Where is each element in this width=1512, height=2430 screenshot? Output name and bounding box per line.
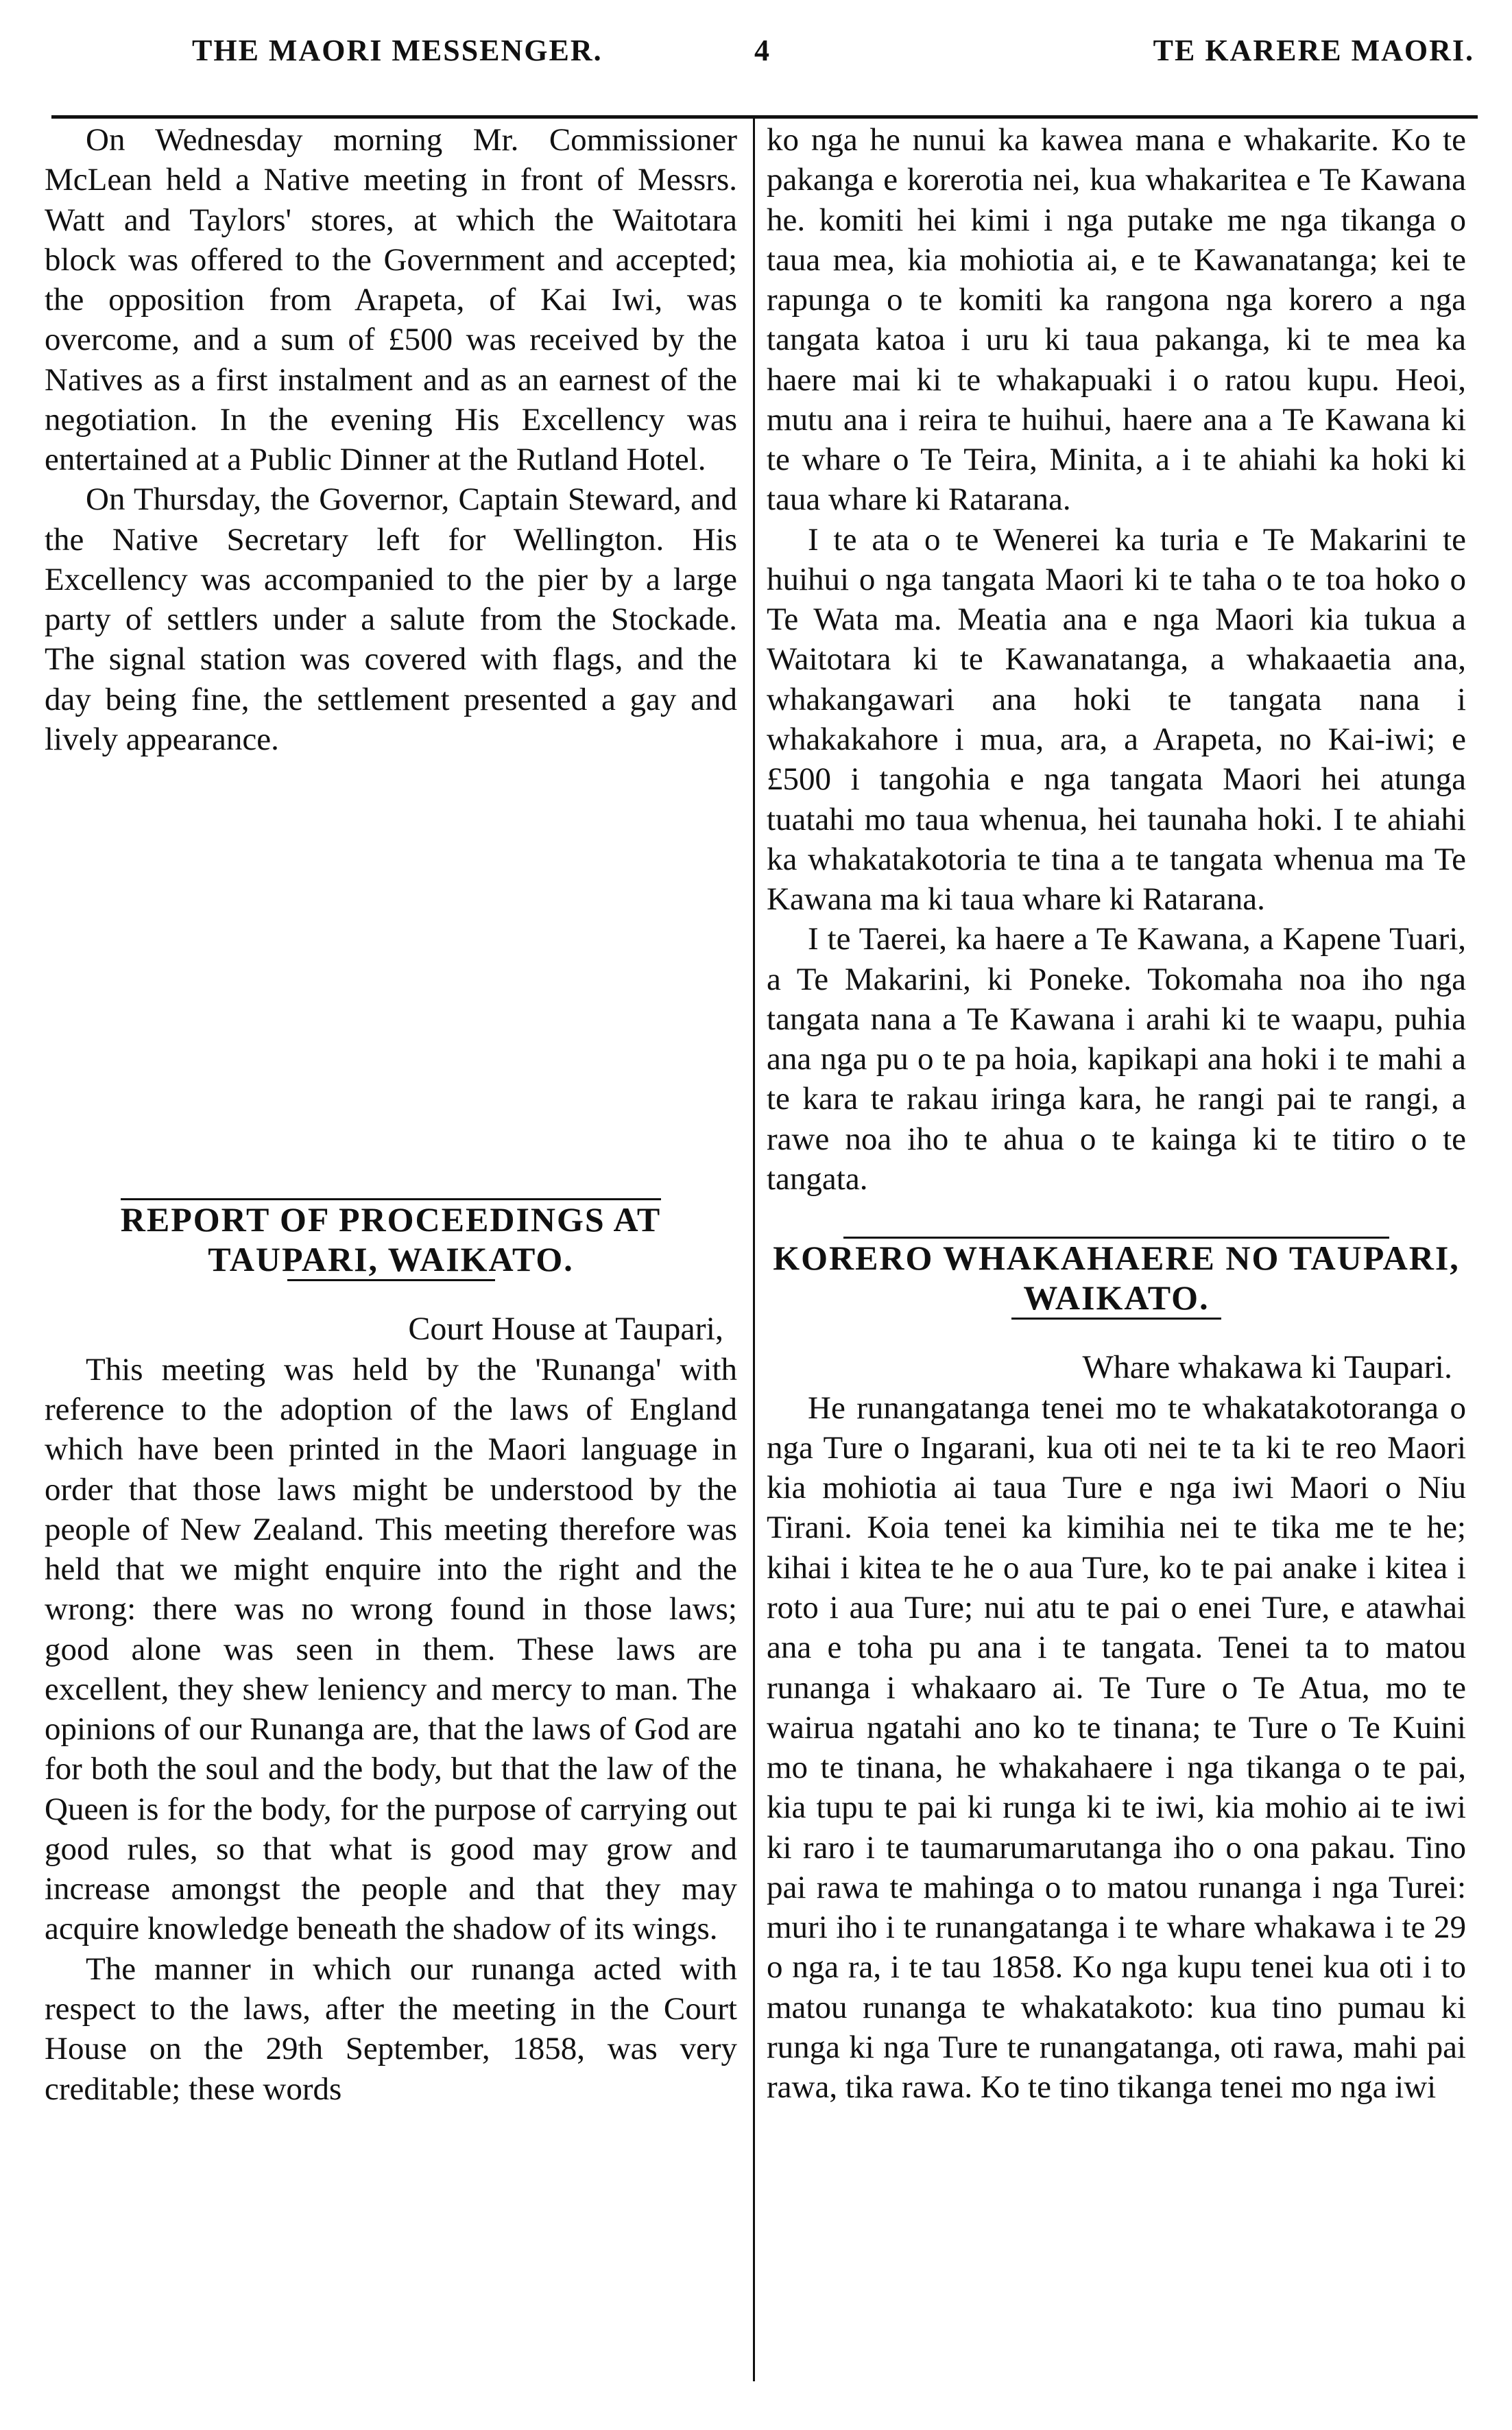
section-heading-english: REPORT OF PROCEEDINGS AT TAUPARI, WAIKATO.	[120, 1200, 662, 1278]
dateline-english: Court House at Taupari,	[408, 1311, 723, 1348]
paragraph-runanga-manner: The manner in which our runanga acted with respect to the laws, after the meeting in the Court House on the 29th September, 1858, was very creditable; these words	[45, 1951, 737, 2107]
paragraph-runanga-meeting: This meeting was held by the 'Runanga' with reference to the adoption of the laws of England which have been printed in the Maori language in order that those laws might be understood by the people of New Zealand. This meeting therefore was held that we might enquire into the right and the wrong: there was no wrong found in those laws; good alone was seen in them. These laws are excellent, they shew leniency and mercy to man. The opinions of our Runanga are, that the laws of God are for both the soul and the body, but that the law of the Queen is for the body, for the purpose of carrying out good rules, so that what is good may grow and increase amongst the people and that they may acquire knowledge beneath the shadow of its wings.	[45, 1351, 737, 1947]
masthead-rule	[51, 115, 1478, 119]
section-heading-maori: KORERO WHAKAHAERE NO TAUPARI, WAIKATO.	[773, 1239, 1460, 1317]
paragraph-wednesday-meeting: On Wednesday morning Mr. Commissioner McLean held a Native meeting in front of Messrs. Watt and Taylors' stores, at which the Waitotara block was offered to the Government and accepted; the opposition from Arapeta, of Kai Iwi, was overcome, and a sum of £500 was received by the Natives as a first instalment and as an earnest of the negotiation. In the evening His Excellency was entertained at a Public Dinner at the Rutland Hotel.	[45, 122, 737, 478]
masthead	[192, 33, 1474, 81]
masthead-english-title: THE MAORI MESSENGER.	[192, 34, 603, 67]
page-number: 4	[754, 34, 771, 67]
maori-column	[767, 120, 1466, 2107]
paragraph-runangatanga: He runangatanga tenei mo te whakatakotoranga o nga Ture o Ingarani, kua oti nei te ta ki te reo Maori kia mohiotia ai taua Ture e nga iwi Maori o Niu Tirani. Koia tenei ka kimihia nei te tika me te he; kihai i kitea te he o aua Ture, ko te pai anake i kitea i roto i aua Ture; nui atu te pai o enei Ture, e atawhai ana e toha pu ana i te tangata. Tenei ta to matou runanga i whakaaro ai. Te Ture o Te Atua, mo te wairua ngatahi ano ko te tinana; te Ture o Te Kuini mo te tinana, he whakahaere i nga tikanga o te pai, kia tupu te pai ki runga ki te iwi, kia mohio ai te iwi ki raro i te taumarumarutanga iho o ona pakau. Tino pai rawa te mahinga o to matou runanga i nga Turei: muri iho i te runangatanga i te whare whakawa i te 29 o nga ra, i te tau 1858. Ko nga kupu tenei kua oti i to matou runanga te whakatakoto: kua tino pumau ki runga ki nga Ture te runangatanga, oti rawa, mahi pai rawa, tika rawa. Ko te tino tikanga tenei mo nga iwi	[767, 1390, 1466, 2106]
paragraph-wenerei: I te ata o te Wenerei ka turia e Te Makarini te huihui o nga tangata Maori ki te taha o te toa hoko o Te Wata ma. Meatia ana e nga Maori kia tukua a Waitotara ki te Kawanatanga, a whakaaetia ana, whakangawari ana hoki te tangata nana i whakakahore i mua, ara, a Arapeta, no Kai-iwi; e £500 i tangohia e nga tangata Maori hei atunga tuatahi mo taua whenua, hei taunaha hoki. I te ahiahi ka whakatakotoria te tina a te tangata whenua ma Te Kawana ma ki taua whare ki Ratarana.	[767, 521, 1466, 918]
paragraph-pakanga: ko nga he nunui ka kawea mana e whakarite. Ko te pakanga e korerotia nei, kua whakaritea e Te Kawana he. komiti hei kimi i nga putake me nga tikanga o taua mea, kia mohiotia ai, e te Kawanatanga; kei te rapunga o te komiti ka rangona nga korero a nga tangata katoa i uru ki taua pakanga, ki te mea ka haere mai ki te whakapuaki i o ratou kupu. Heoi, mutu ana i reira te huihui, haere ana a Te Kawana ki te whare o Te Teira, Minita, a i te ahiahi ka hoki ki taua whare ki Ratarana.	[767, 122, 1466, 518]
dateline-maori: Whare whakawa ki Taupari.	[1082, 1349, 1452, 1386]
masthead-maori-title: TE KARERE MAORI.	[1153, 34, 1474, 67]
english-column	[45, 120, 737, 2109]
paragraph-thursday-departure: On Thursday, the Governor, Captain Steward, and the Native Secretary left for Wellington. His Excellency was accompanied to the pier by a large party of settlers under a salute from the Stockade. The signal station was covered with flags, and the day being fine, the settlement presented a gay and lively appearance.	[45, 481, 737, 757]
paragraph-taerei: I te Taerei, ka haere a Te Kawana, a Kapene Tuari, a Te Makarini, ki Poneke. Tokomaha noa iho nga tangata nana a Te Kawana i arahi ki te waapu, puhia ana nga pu o te pa hoia, kapikapi ana hoki i te mahi a te kara te rakau iringa kara, he rangi pai te rangi, a rawe noa iho te ahua o te kainga ki te titiro o te tangata.	[767, 921, 1466, 1197]
column-divider	[753, 118, 755, 2381]
